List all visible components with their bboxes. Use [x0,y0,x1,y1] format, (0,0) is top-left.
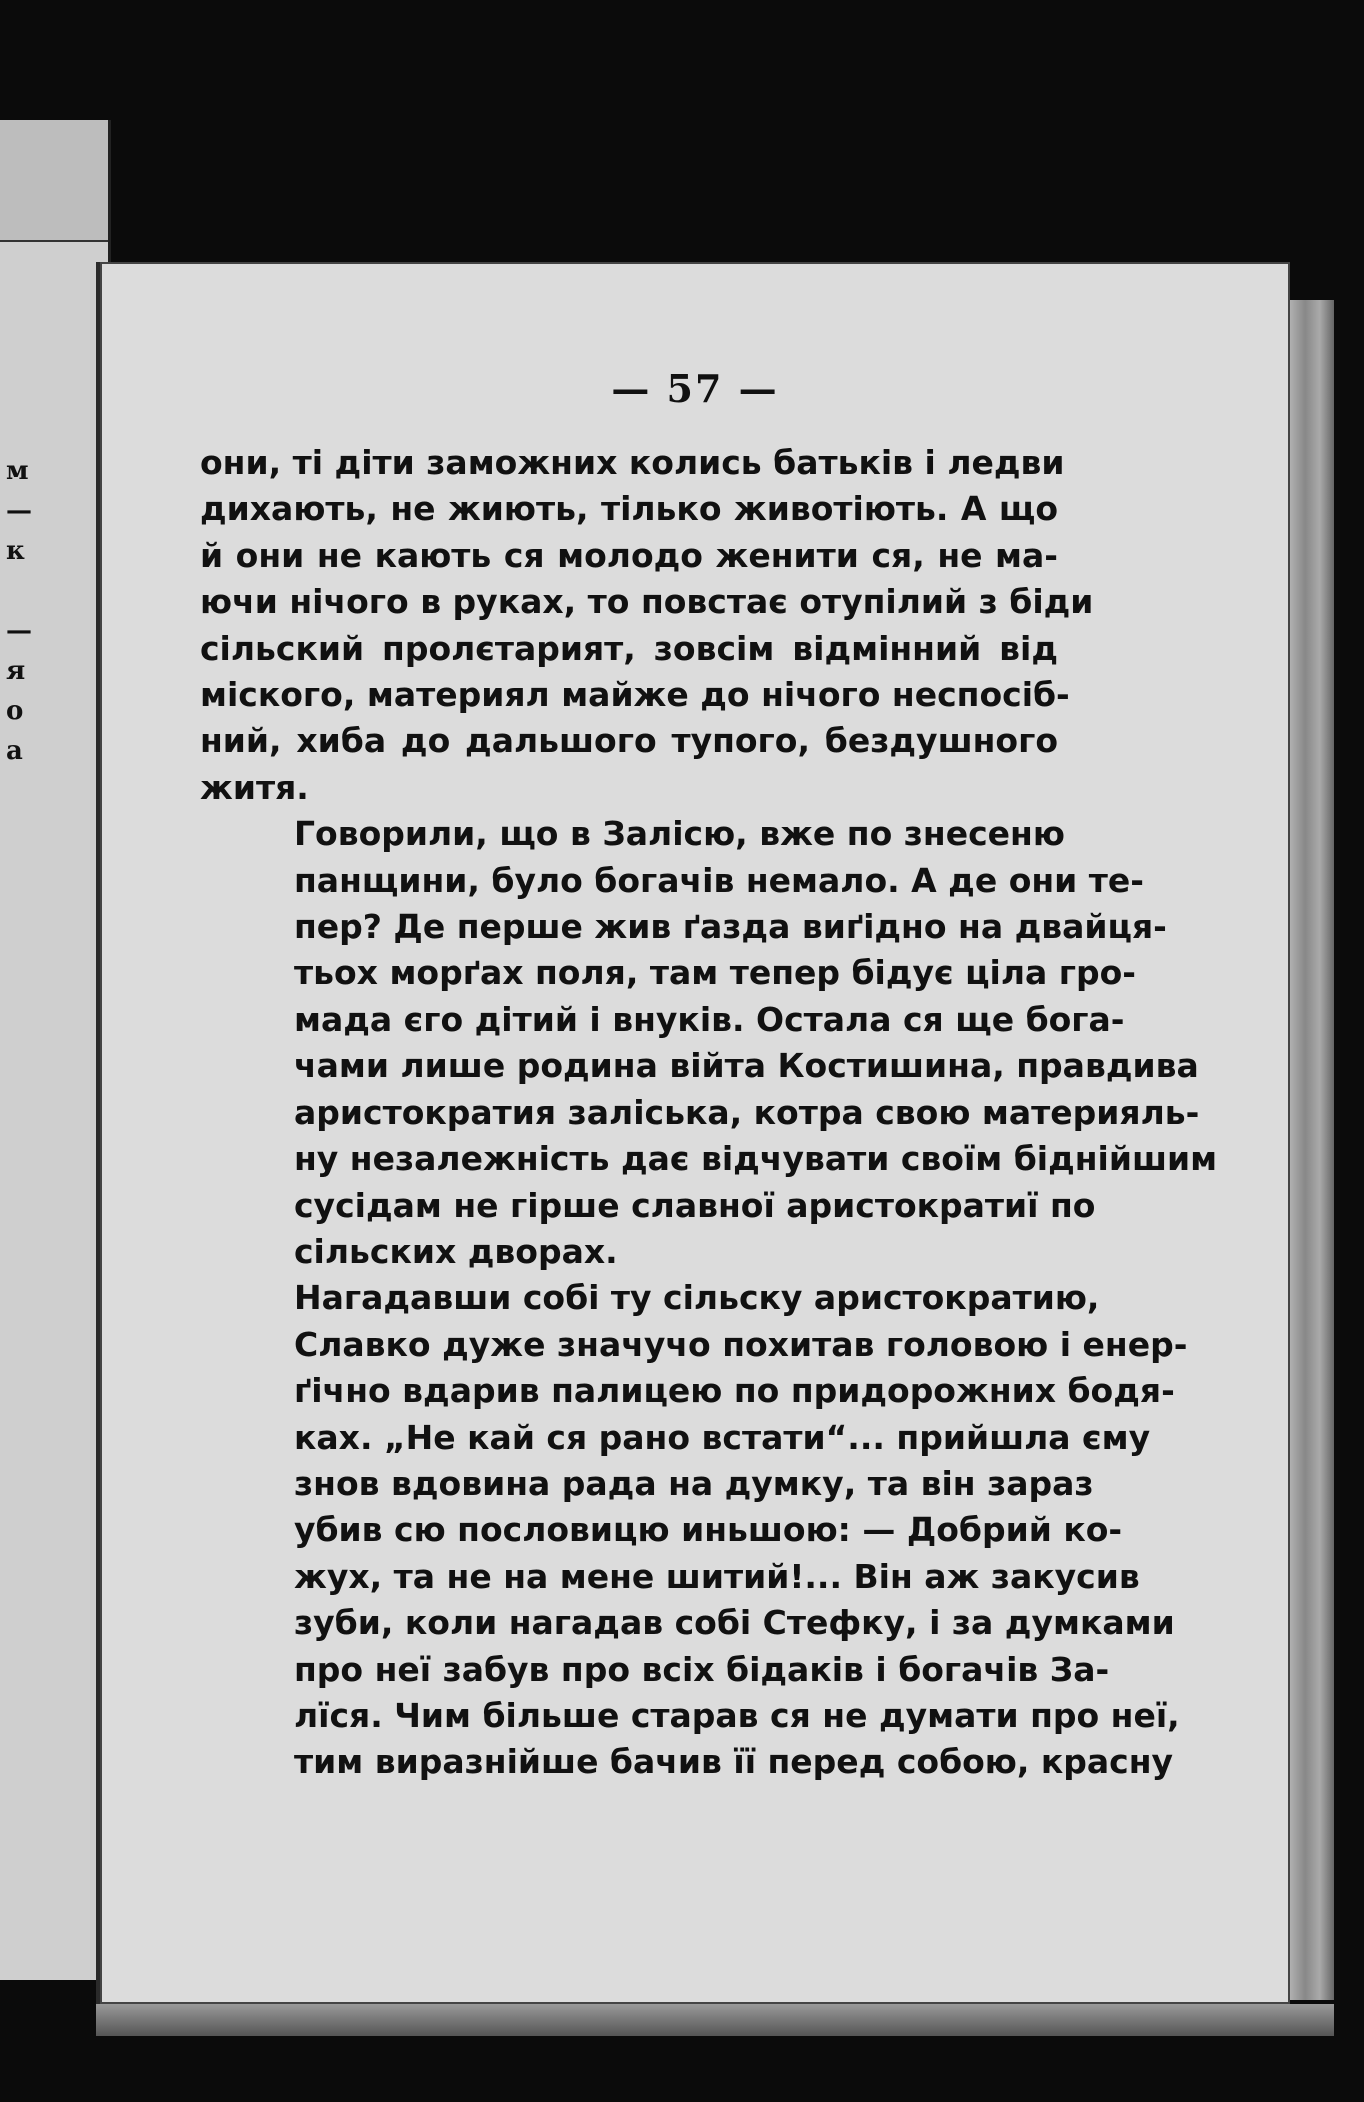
text-line: ну незалежність дає відчувати своїм біднійшим [294,1139,1218,1179]
page-bottom-edge [96,2004,1334,2036]
previous-page-fold [0,120,108,242]
text-line: убив сю пословицю иньшою: — Добрий ко- [294,1510,1123,1550]
paragraph [200,811,1218,1275]
book-page [96,262,1290,2004]
text-line: сільских дворах. [294,1231,618,1271]
text-line: про неї забув про всіх бідаків і богачів За- [294,1649,1110,1689]
text-line: дихають, не жиють, тілько животіють. А що [200,489,1058,529]
text-line: Говорили, що в Залісю, вже по знесеню [294,814,1065,854]
text-line: панщини, було богачів немало. А де они те- [294,860,1144,900]
text-line: й они не кають ся молодо женити ся, не ма- [200,535,1058,575]
text-line: тим виразнійше бачив її перед собою, красну [294,1742,1174,1782]
page-body-text [200,440,1218,1786]
text-line: житя. [200,767,309,807]
text-line: пер? Де перше жив ґазда виґідно на двайця- [294,907,1167,947]
previous-page-fragment: а [6,736,23,766]
text-line: аристократия заліська, котра свою материяль- [294,1092,1200,1132]
text-line: тьох морґах поля, там тепер бідує ціла гро- [294,953,1136,993]
text-line: ючи нічого в руках, то повстає отупілий з біди [200,582,1094,622]
text-line: мада єго дітий і внуків. Остала ся ще бога- [294,999,1125,1039]
text-line: они, ті діти заможних колись батьків і ледви [200,443,1065,482]
text-line: сільский пролєтарият, зовсім відмінний від [200,628,1058,668]
previous-page-fragment: м [6,456,29,486]
text-line: Славко дуже значучо похитав головою і енер- [294,1324,1188,1364]
previous-page-fragment: я [6,656,26,686]
text-line: ний, хиба до дальшого тупого, бездушного [200,721,1058,761]
text-line: чами лише родина війта Костишина, правдива [294,1046,1199,1086]
text-line: знов вдовина рада на думку, та він зараз [294,1463,1094,1503]
page-number: — 57 — [611,366,779,411]
previous-page-strip [0,120,111,1980]
text-line: міского, материял майже до нічого неспосіб- [200,675,1070,715]
text-line: ґічно вдарив палицею по придорожних бодя- [294,1371,1175,1411]
text-line: ках. „Не кай ся рано встати“... прийшла єму [294,1417,1151,1457]
previous-page-fragment: о [6,696,24,726]
paragraph [200,1275,1188,1785]
previous-page-fragment: — [6,496,32,526]
page-edge-stack [1286,300,1334,2000]
text-line: сусідам не гірше славної аристократиї по [294,1185,1096,1225]
paragraph [200,440,1094,811]
text-line: Нагадавши собі ту сільску аристократию, [294,1278,1100,1318]
previous-page-fragment: — [6,616,32,646]
previous-page-fragment: к [6,536,25,566]
text-line: жух, та не на мене шитий!... Він аж закусив [294,1556,1140,1596]
text-line: зуби, коли нагадав собі Стефку, і за думками [294,1603,1175,1643]
text-line: лїся. Чим більше старав ся не думати про неї, [294,1695,1180,1735]
